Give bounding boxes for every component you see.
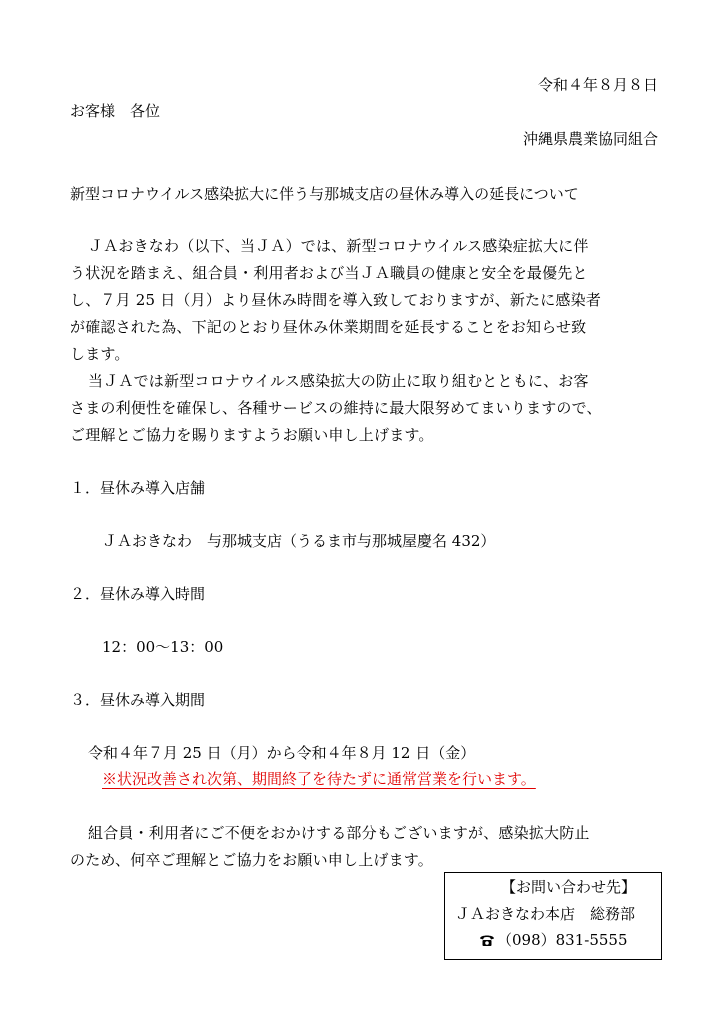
contact-box	[444, 872, 662, 960]
telephone-icon	[479, 933, 495, 947]
section-heading-time: ２．昼休み導入時間	[70, 585, 206, 603]
intro-line: ＪＡおきなわ（以下、当ＪＡ）では、新型コロナウイルス感染症拡大に伴	[88, 237, 589, 255]
intro-line: う状況を踏まえ、組合員・利用者および当ＪＡ職員の健康と安全を最優先と	[70, 264, 588, 282]
intro-line: します。	[70, 345, 130, 363]
section-content-store: ＪＡおきなわ 与那城支店（うるま市与那城屋慶名 432）	[102, 532, 496, 550]
intro-line: し、７月 25 日（月）より昼休み時間を導入致しておりますが、新たに感染者	[70, 291, 602, 309]
contact-office: ＪＡおきなわ本店 総務部	[455, 905, 636, 923]
document-date: 令和４年８月８日	[537, 76, 658, 94]
closing-line: のため、何卒ご理解とご協力をお願い申し上げます。	[70, 851, 434, 869]
intro-line: が確認された為、下記のとおり昼休み休業期間を延長することをお知らせ致	[70, 318, 587, 336]
section-content-period: 令和４年７月 25 日（月）から令和４年８月 12 日（金）	[88, 744, 476, 762]
recipient-line: お客様 各位	[70, 102, 161, 120]
sender-organization: 沖縄県農業協同組合	[522, 130, 658, 148]
section-heading-store: １．昼休み導入店舗	[70, 479, 206, 497]
contact-heading: 【お問い合わせ先】	[501, 878, 637, 896]
intro-line: さまの利便性を確保し、各種サービスの維持に最大限努めてまいりますので、	[70, 399, 602, 417]
section-content-time: 12：00～13：00	[102, 638, 224, 656]
intro-line: ご理解とご協力を賜りますようお願い申し上げます。	[70, 426, 434, 444]
section-heading-period: ３．昼休み導入期間	[70, 691, 206, 709]
red-notice: ※状況改善され次第、期間終了を待たずに通常営業を行います。	[102, 770, 536, 788]
document-title: 新型コロナウイルス感染拡大に伴う与那城支店の昼休み導入の延長について	[70, 185, 579, 203]
intro-line: 当ＪＡでは新型コロナウイルス感染拡大の防止に取り組むとともに、お客	[88, 372, 589, 390]
contact-phone: （098）831-5555	[497, 931, 628, 949]
contact-phone-line	[479, 933, 628, 948]
closing-line: 組合員・利用者にご不便をおかけする部分もございますが、感染拡大防止	[88, 824, 590, 842]
